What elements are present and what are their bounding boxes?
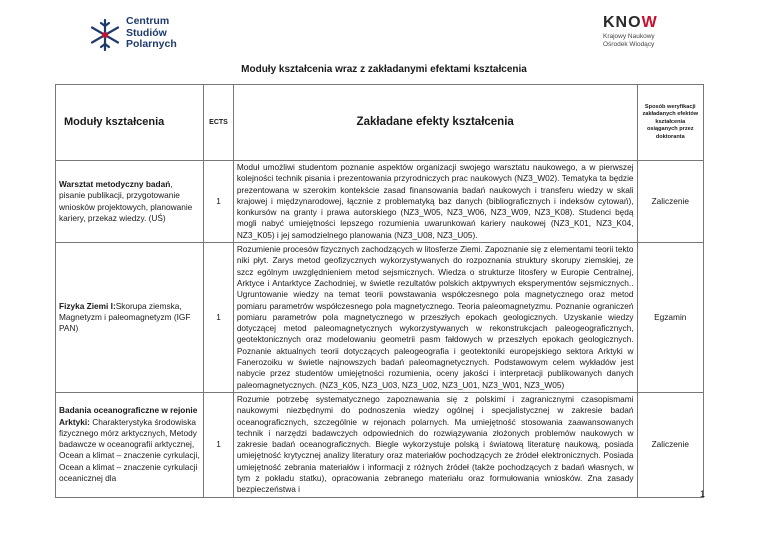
effects-cell: Rozumienie procesów fizycznych zachodzących w litosferze Ziemi. Zapoznanie się z elementami teorii tekto niki płyt. Zarys metod geofizycznych wykorzystywanych do rozpoznania struktury skorupy ziemskiej, ze szcz ególnym uwzględnieniem metod sejsmicznych. Wiedza o strukturze litosfery w Europie Centralnej, Arktyce i Antarktyce Zachodniej, w świetle rezultatów polskich aktpywnych eksperymentów sejsmicznych.. Ugruntowanie wiedzy na temat teorii powstawania współczesnego pola magnetycznego oraz metod pomiaru parametrów współczesnego pola magnetycznego. Teoria paleomagnetyzmu. Poznanie ograniczeń pomiaru parametrów pola magnetycznego w przeszłych epokach geologicznych. Uzyskanie wiedzy dotyczącej metod paleomagnetycznych wykorzystywanych w rekonstrukcjach paleogeograficznych, geotektonicznych oraz modelowaniu geometrii pasm fałdowych w przeszłych epokach geologicznych. Poznanie aktualnych teorii dotyczących paleogeografia i geotektoniki europejskiego sektora Arktyki w Fanerozoiku w świetle najnowszych badań paleomagnetycznych. Podstawowym celem wykładów jest nabycie przez studentów umiejętności rozumienia, oceny jakości i interpretacji publikowanych danych paleomagnetycznych. (NZ3_K05, NZ3_U03, NZ3_U02, NZ3_U01, NZ3_W01, NZ3_W05): [233, 243, 637, 393]
header-verification: Sposób weryfikacji zakładanych efektów kształcenia osiąganych przez doktoranta: [637, 85, 703, 161]
centrum-studiow-polarnych-logo: [88, 14, 208, 58]
effects-cell: Rozumie potrzebę systematycznego zapoznawania się z polskimi i zagranicznymi czasopismami naukowymi niezbędnymi do podnoszenia wiedzy ogólnej i specjalistycznej w zakresie badań oceanograficznych, szczególnie w rejonach polarnych. Ma umiejętność stosowania zaawansowanych technik i narzędzi badawczych odpowiednich do rozwiązywania złożonych problemów naukowych w zakresie badań oceanograficznych. Biegle wykorzystuje polską i światową literaturę naukową, posiada umiejętność krytycznej analizy literatury oraz materiałów pochodzących ze źródeł elektronicznych. Posiada umiejętność zebrania materiałów i informacji z różnych źródeł (także pochodzących z badań własnych, w tym z pokładu statku), opracowania zebranego materiału oraz formułowania wniosków. Zna zasady bezpieczeństwa i: [233, 392, 637, 497]
module-cell: [56, 392, 204, 497]
document-title: Moduły kształcenia wraz z zakładanymi efektami kształcenia: [241, 64, 527, 75]
table-row: [56, 243, 704, 393]
logo-line: Polarnych: [126, 38, 177, 50]
header-modules: Moduły kształcenia: [56, 85, 204, 161]
ects-cell: 1: [204, 392, 234, 497]
header-effects: Zakładane efekty kształcenia: [233, 85, 637, 161]
know-brand: [603, 14, 683, 31]
module-cell: [56, 161, 204, 243]
logo-line: Studiów: [126, 26, 167, 39]
verification-cell: Egzamin: [637, 243, 703, 393]
effects-cell: Moduł umożliwi studentom poznanie aspektów organizacji swojego warsztatu naukowego, a w pierwszej kolejności technik pisania i prezentowania przyrodniczych prac naukowych (NZ3_W02). Tematyka ta będzie prezentowana w szerokim kontekście zasad finansowania badań naukowych i transferu wiedzy w skali krajowej i międzynarodowej, łącznie z problematyką baz danych (bibliograficznych i indeksów cytowań), konkursów na granty i prawa autorskiego (NZ3_W05, NZ3_W06, NZ3_W09, NZ3_K08). Studenci będą mogli nabyć umiejętności lepszego rozumienia uwarunkowań kariery naukowej (NZ3_K01, NZ3_K04, NZ3_K05) i jej samodzielnego planowania (NZ3_U08, NZ3_U05).: [233, 161, 637, 243]
logo-line: Centrum: [126, 15, 170, 27]
verification-cell: Zaliczenie: [637, 392, 703, 497]
ects-cell: 1: [204, 161, 234, 243]
know-logo: [603, 14, 683, 58]
table-header-row: [56, 85, 704, 161]
know-subtitle-line: Krajowy Naukowy: [603, 33, 655, 40]
left-logo-text: [126, 16, 177, 51]
module-name: Fizyka Ziemi I:: [59, 300, 116, 311]
verification-cell: Zaliczenie: [637, 161, 703, 243]
know-brand-text: KNO: [603, 14, 642, 31]
know-brand-accent: W: [641, 14, 658, 31]
module-name: Badania oceanograficzne w rejonie Arktyki:: [59, 405, 198, 427]
modules-table: [55, 84, 704, 498]
table-row: [56, 392, 704, 497]
module-description: Skorupa ziemska, Magnetyzm i paleomagnetyzm (IGF PAN): [59, 300, 191, 334]
table-row: [56, 161, 704, 243]
module-description: , pisanie publikacji, przygotowanie wniosków projektowych, planowanie kariery, przekaz wiedzy. (UŚ): [59, 178, 193, 223]
header-ects: ECTS: [204, 85, 234, 161]
page-number: 1: [700, 489, 706, 499]
snowflake-icon: [88, 16, 122, 54]
ects-cell: 1: [204, 243, 234, 393]
module-cell: [56, 243, 204, 393]
module-name: Warsztat metodyczny badań: [59, 178, 171, 189]
module-description: Charakterystyka środowiska fizycznego mórz arktycznych, Metody badawcze w oceanografii arktycznej, Ocean a klimat – znaczenie cyrkulacji, Ocean a klimat – znaczenie cyrkulacji oceanicznej dla: [59, 416, 200, 484]
know-subtitle-line: Ośrodek Wiodący: [603, 41, 655, 48]
know-subtitle: [603, 33, 683, 49]
